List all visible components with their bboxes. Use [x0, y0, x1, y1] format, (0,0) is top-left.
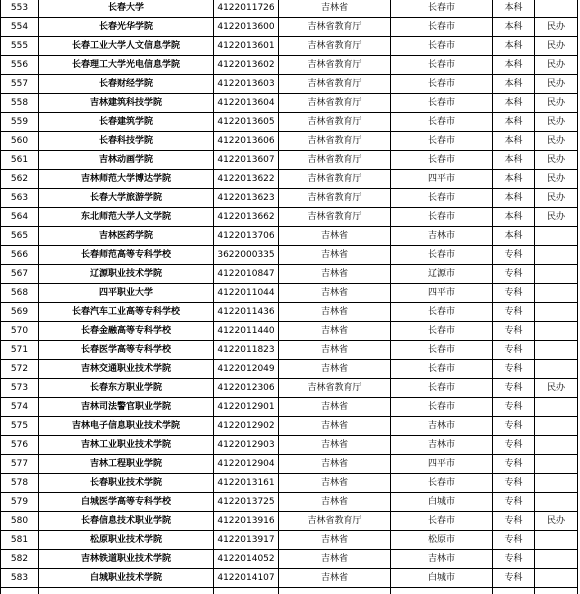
remark — [535, 436, 578, 455]
remark — [535, 303, 578, 322]
education-level: 专科 — [493, 284, 535, 303]
institution-code: 4122014052 — [214, 550, 279, 569]
remark — [535, 360, 578, 379]
institution-name: 吉林动画学院 — [39, 151, 214, 170]
row-number: 569 — [1, 303, 39, 322]
location-city: 长春市 — [391, 151, 493, 170]
remark: 民办 — [535, 132, 578, 151]
table-row — [1, 360, 578, 379]
remark: 民办 — [535, 56, 578, 75]
supervising-department: 吉林省 — [279, 246, 391, 265]
table-row — [1, 94, 578, 113]
location-city: 长春市 — [391, 132, 493, 151]
table-row — [1, 0, 578, 18]
education-level: 专科 — [493, 493, 535, 512]
institution-name: 长春财经学院 — [39, 75, 214, 94]
row-number: 583 — [1, 569, 39, 588]
institution-code: 4122012901 — [214, 398, 279, 417]
institution-name: 长春金融高等专科学校 — [39, 322, 214, 341]
location-city: 白城市 — [391, 569, 493, 588]
location-city: 松原市 — [391, 531, 493, 550]
location-city: 长春市 — [391, 512, 493, 531]
institution-code: 4122013622 — [214, 170, 279, 189]
institution-name: 吉林工业职业技术学院 — [39, 436, 214, 455]
supervising-department: 吉林省 — [279, 341, 391, 360]
education-level: 专科 — [493, 531, 535, 550]
row-number: 555 — [1, 37, 39, 56]
supervising-department: 吉林省 — [279, 474, 391, 493]
institution-name — [39, 588, 214, 594]
education-level: 专科 — [493, 550, 535, 569]
supervising-department: 吉林省教育厅 — [279, 379, 391, 398]
supervising-department: 吉林省 — [279, 0, 391, 18]
supervising-department: 吉林省 — [279, 227, 391, 246]
institution-name: 长春大学旅游学院 — [39, 189, 214, 208]
row-number: 567 — [1, 265, 39, 284]
table-row — [1, 18, 578, 37]
supervising-department: 吉林省教育厅 — [279, 512, 391, 531]
supervising-department: 吉林省 — [279, 493, 391, 512]
table-row — [1, 56, 578, 75]
education-level: 专科 — [493, 398, 535, 417]
institution-code: 4122013662 — [214, 208, 279, 227]
location-city: 长春市 — [391, 398, 493, 417]
location-city: 长春市 — [391, 360, 493, 379]
education-level: 专科 — [493, 303, 535, 322]
table-row — [1, 151, 578, 170]
row-number: 556 — [1, 56, 39, 75]
institution-code: 4122013605 — [214, 113, 279, 132]
education-level: 本科 — [493, 75, 535, 94]
institution-code: 4122011726 — [214, 0, 279, 18]
remark: 民办 — [535, 18, 578, 37]
education-level: 专科 — [493, 360, 535, 379]
supervising-department: 吉林省教育厅 — [279, 56, 391, 75]
institution-code: 4122013161 — [214, 474, 279, 493]
education-level: 专科 — [493, 455, 535, 474]
table-row — [1, 341, 578, 360]
supervising-department: 吉林省教育厅 — [279, 170, 391, 189]
institution-code: 4122014107 — [214, 569, 279, 588]
institution-name: 长春光华学院 — [39, 18, 214, 37]
supervising-department: 吉林省 — [279, 569, 391, 588]
remark: 民办 — [535, 208, 578, 227]
remark — [535, 265, 578, 284]
location-city: 吉林市 — [391, 550, 493, 569]
remark: 民办 — [535, 151, 578, 170]
institution-code: 4122011823 — [214, 341, 279, 360]
row-number: 559 — [1, 113, 39, 132]
education-level: 专科 — [493, 246, 535, 265]
remark — [535, 550, 578, 569]
row-number: 575 — [1, 417, 39, 436]
institution-code: 4122010847 — [214, 265, 279, 284]
row-number: 561 — [1, 151, 39, 170]
row-number: 557 — [1, 75, 39, 94]
table-row — [1, 170, 578, 189]
education-level: 专科 — [493, 569, 535, 588]
remark: 民办 — [535, 170, 578, 189]
institution-name: 长春工业大学人文信息学院 — [39, 37, 214, 56]
table-row — [1, 379, 578, 398]
table-row — [1, 493, 578, 512]
institution-name: 松原职业技术学院 — [39, 531, 214, 550]
education-level: 本科 — [493, 94, 535, 113]
remark: 民办 — [535, 75, 578, 94]
table-row — [1, 436, 578, 455]
table-row — [1, 569, 578, 588]
supervising-department: 吉林省 — [279, 360, 391, 379]
institution-name: 吉林司法警官职业学院 — [39, 398, 214, 417]
institution-code: 4122013604 — [214, 94, 279, 113]
supervising-department: 吉林省教育厅 — [279, 208, 391, 227]
remark: 民办 — [535, 379, 578, 398]
supervising-department: 吉林省教育厅 — [279, 37, 391, 56]
row-number: 577 — [1, 455, 39, 474]
location-city: 长春市 — [391, 37, 493, 56]
institution-name: 吉林师范大学博达学院 — [39, 170, 214, 189]
institution-code: 4122013917 — [214, 531, 279, 550]
location-city — [391, 588, 493, 594]
remark — [535, 417, 578, 436]
institution-name: 吉林建筑科技学院 — [39, 94, 214, 113]
supervising-department: 吉林省教育厅 — [279, 132, 391, 151]
location-city: 长春市 — [391, 474, 493, 493]
remark: 民办 — [535, 94, 578, 113]
supervising-department: 吉林省 — [279, 436, 391, 455]
location-city: 长春市 — [391, 322, 493, 341]
education-level: 本科 — [493, 113, 535, 132]
location-city: 长春市 — [391, 0, 493, 18]
table-row — [1, 417, 578, 436]
remark — [535, 284, 578, 303]
institution-name: 白城医学高等专科学校 — [39, 493, 214, 512]
row-number: 582 — [1, 550, 39, 569]
remark — [535, 227, 578, 246]
remark: 民办 — [535, 37, 578, 56]
location-city: 辽源市 — [391, 265, 493, 284]
institution-code: 4122011044 — [214, 284, 279, 303]
location-city: 长春市 — [391, 56, 493, 75]
institution-name: 长春师范高等专科学校 — [39, 246, 214, 265]
supervising-department: 吉林省 — [279, 531, 391, 550]
institution-name: 吉林交通职业技术学院 — [39, 360, 214, 379]
row-number: 553 — [1, 0, 39, 18]
table-row — [1, 284, 578, 303]
institution-name: 吉林电子信息职业技术学院 — [39, 417, 214, 436]
institution-name: 长春科技学院 — [39, 132, 214, 151]
row-number: 576 — [1, 436, 39, 455]
table-body — [1, 0, 578, 594]
institution-code — [214, 588, 279, 594]
institution-name: 长春职业技术学院 — [39, 474, 214, 493]
education-level: 专科 — [493, 265, 535, 284]
supervising-department: 吉林省 — [279, 265, 391, 284]
row-number: 562 — [1, 170, 39, 189]
table-row — [1, 132, 578, 151]
table-row — [1, 531, 578, 550]
education-level: 本科 — [493, 170, 535, 189]
location-city: 长春市 — [391, 246, 493, 265]
education-level: 本科 — [493, 37, 535, 56]
supervising-department: 吉林省教育厅 — [279, 151, 391, 170]
institution-name: 四平职业大学 — [39, 284, 214, 303]
education-level: 本科 — [493, 132, 535, 151]
supervising-department — [279, 588, 391, 594]
institution-code: 4122012902 — [214, 417, 279, 436]
institution-code: 4122013606 — [214, 132, 279, 151]
supervising-department: 吉林省 — [279, 417, 391, 436]
location-city: 长春市 — [391, 189, 493, 208]
education-level: 本科 — [493, 189, 535, 208]
table-row — [1, 588, 578, 594]
institution-code: 4122013607 — [214, 151, 279, 170]
institution-code: 4122012904 — [214, 455, 279, 474]
institution-code: 3622000335 — [214, 246, 279, 265]
institution-code: 4122013916 — [214, 512, 279, 531]
supervising-department: 吉林省 — [279, 284, 391, 303]
location-city: 长春市 — [391, 303, 493, 322]
row-number: 580 — [1, 512, 39, 531]
table-row — [1, 550, 578, 569]
institution-name: 长春理工大学光电信息学院 — [39, 56, 214, 75]
location-city: 吉林市 — [391, 436, 493, 455]
supervising-department: 吉林省 — [279, 322, 391, 341]
institution-code: 4122013601 — [214, 37, 279, 56]
location-city: 长春市 — [391, 208, 493, 227]
institution-name: 长春医学高等专科学校 — [39, 341, 214, 360]
education-level: 专科 — [493, 474, 535, 493]
row-number — [1, 588, 39, 594]
table-row — [1, 455, 578, 474]
table-row — [1, 208, 578, 227]
institution-name: 吉林工程职业学院 — [39, 455, 214, 474]
remark — [535, 455, 578, 474]
location-city: 吉林市 — [391, 227, 493, 246]
institution-code: 4122011440 — [214, 322, 279, 341]
supervising-department: 吉林省 — [279, 455, 391, 474]
location-city: 长春市 — [391, 113, 493, 132]
row-number: 571 — [1, 341, 39, 360]
institution-code: 4122012049 — [214, 360, 279, 379]
remark — [535, 493, 578, 512]
row-number: 563 — [1, 189, 39, 208]
education-level: 专科 — [493, 379, 535, 398]
institution-code: 4122013602 — [214, 56, 279, 75]
location-city: 长春市 — [391, 75, 493, 94]
institution-code: 4122013603 — [214, 75, 279, 94]
institution-code: 4122012903 — [214, 436, 279, 455]
table-row — [1, 246, 578, 265]
remark: 民办 — [535, 189, 578, 208]
education-level: 本科 — [493, 56, 535, 75]
remark — [535, 474, 578, 493]
table-row — [1, 189, 578, 208]
institution-name: 长春东方职业学院 — [39, 379, 214, 398]
education-level: 本科 — [493, 0, 535, 18]
education-level: 专科 — [493, 436, 535, 455]
row-number: 568 — [1, 284, 39, 303]
institution-code: 4122013600 — [214, 18, 279, 37]
remark — [535, 398, 578, 417]
remark — [535, 569, 578, 588]
education-level: 专科 — [493, 341, 535, 360]
table-row — [1, 398, 578, 417]
location-city: 四平市 — [391, 455, 493, 474]
remark — [535, 531, 578, 550]
institution-name: 吉林铁道职业技术学院 — [39, 550, 214, 569]
institution-name: 吉林医药学院 — [39, 227, 214, 246]
supervising-department: 吉林省教育厅 — [279, 18, 391, 37]
row-number: 565 — [1, 227, 39, 246]
institution-name: 长春信息技术职业学院 — [39, 512, 214, 531]
row-number: 581 — [1, 531, 39, 550]
supervising-department: 吉林省 — [279, 303, 391, 322]
row-number: 554 — [1, 18, 39, 37]
education-level: 本科 — [493, 18, 535, 37]
institution-name: 长春汽车工业高等专科学校 — [39, 303, 214, 322]
table-row — [1, 265, 578, 284]
remark: 民办 — [535, 512, 578, 531]
institution-code: 4122013706 — [214, 227, 279, 246]
table-row — [1, 303, 578, 322]
institution-code: 4122013725 — [214, 493, 279, 512]
institution-name: 白城职业技术学院 — [39, 569, 214, 588]
table-row — [1, 322, 578, 341]
supervising-department: 吉林省 — [279, 550, 391, 569]
row-number: 564 — [1, 208, 39, 227]
education-level: 专科 — [493, 512, 535, 531]
supervising-department: 吉林省教育厅 — [279, 75, 391, 94]
institution-code: 4122011436 — [214, 303, 279, 322]
education-level: 本科 — [493, 227, 535, 246]
education-level: 专科 — [493, 417, 535, 436]
institution-name: 长春建筑学院 — [39, 113, 214, 132]
education-level: 本科 — [493, 208, 535, 227]
location-city: 四平市 — [391, 170, 493, 189]
institution-code: 4122012306 — [214, 379, 279, 398]
row-number: 570 — [1, 322, 39, 341]
location-city: 四平市 — [391, 284, 493, 303]
education-level: 本科 — [493, 151, 535, 170]
location-city: 吉林市 — [391, 417, 493, 436]
supervising-department: 吉林省教育厅 — [279, 94, 391, 113]
location-city: 长春市 — [391, 94, 493, 113]
location-city: 长春市 — [391, 341, 493, 360]
table-row — [1, 512, 578, 531]
row-number: 558 — [1, 94, 39, 113]
row-number: 573 — [1, 379, 39, 398]
location-city: 长春市 — [391, 18, 493, 37]
table-row — [1, 227, 578, 246]
institution-name: 长春大学 — [39, 0, 214, 18]
remark — [535, 322, 578, 341]
row-number: 574 — [1, 398, 39, 417]
education-level: 专科 — [493, 322, 535, 341]
location-city: 白城市 — [391, 493, 493, 512]
table-row — [1, 474, 578, 493]
table-row — [1, 113, 578, 132]
institution-name: 东北师范大学人文学院 — [39, 208, 214, 227]
remark — [535, 246, 578, 265]
education-level — [493, 588, 535, 594]
institution-name: 辽源职业技术学院 — [39, 265, 214, 284]
table-row — [1, 75, 578, 94]
table-row — [1, 37, 578, 56]
row-number: 579 — [1, 493, 39, 512]
supervising-department: 吉林省教育厅 — [279, 189, 391, 208]
remark — [535, 341, 578, 360]
supervising-department: 吉林省教育厅 — [279, 113, 391, 132]
row-number: 566 — [1, 246, 39, 265]
remark: 民办 — [535, 113, 578, 132]
row-number: 560 — [1, 132, 39, 151]
location-city: 长春市 — [391, 379, 493, 398]
institution-code: 4122013623 — [214, 189, 279, 208]
row-number: 578 — [1, 474, 39, 493]
remark — [535, 0, 578, 18]
row-number: 572 — [1, 360, 39, 379]
supervising-department: 吉林省 — [279, 398, 391, 417]
remark — [535, 588, 578, 594]
